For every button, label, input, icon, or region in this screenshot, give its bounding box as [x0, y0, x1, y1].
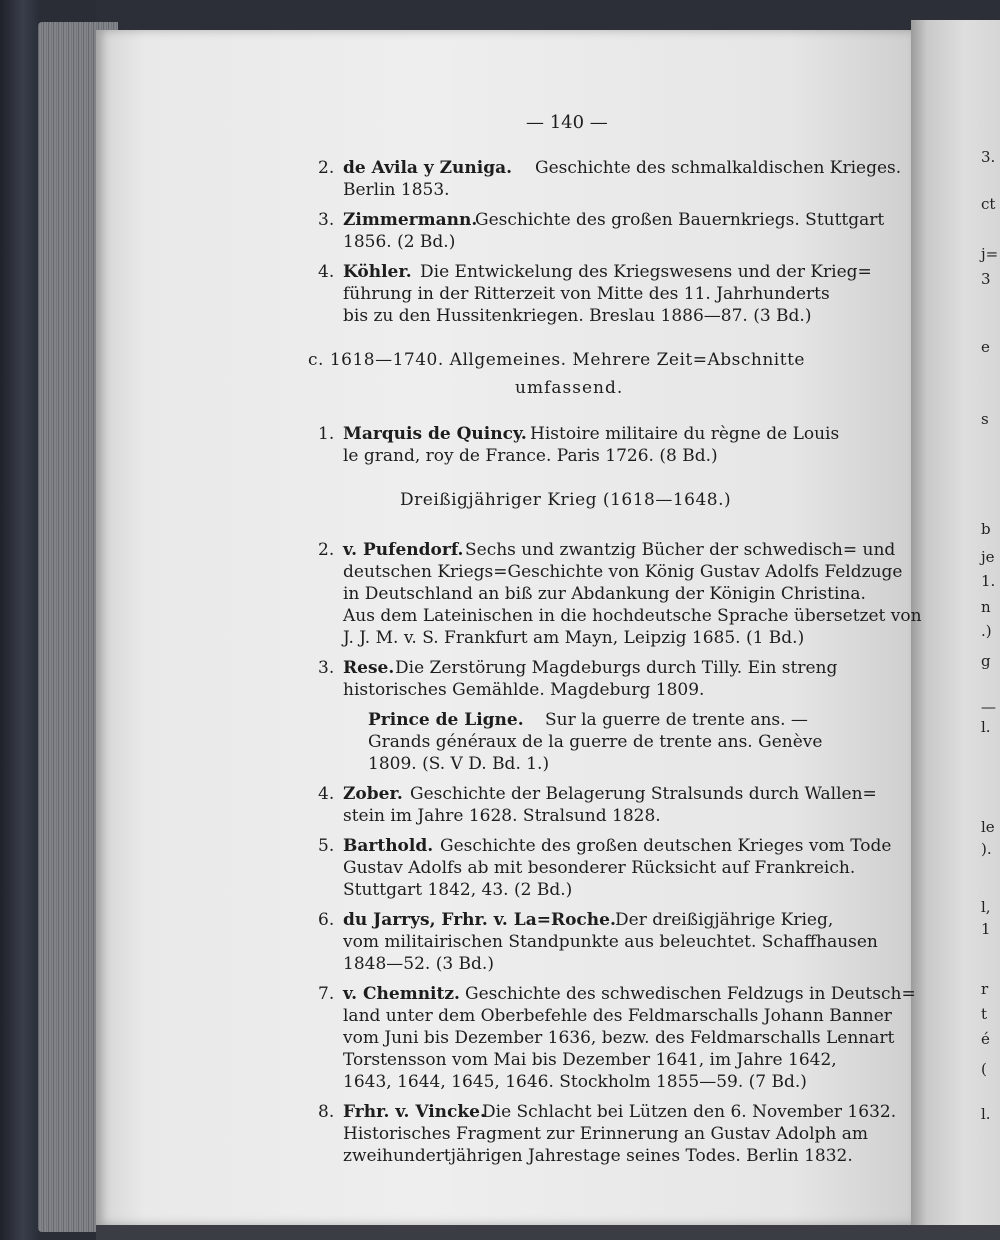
entry-text: in Deutschland an biß zur Abdankung der Königin Christina. — [343, 584, 866, 604]
entry-number: 6. — [318, 910, 335, 930]
entry-author: de Avila y Zuniga. — [343, 158, 513, 178]
section-heading-cont: umfassend. — [515, 378, 624, 398]
entry-author: du Jarrys, Frhr. v. La=Roche. — [343, 910, 616, 930]
facing-page-fragment: je — [981, 548, 995, 566]
entry-number: 3. — [318, 210, 335, 230]
facing-page-fragment: r — [981, 980, 989, 998]
entry-text: Die Schlacht bei Lützen den 6. November 1632. — [482, 1102, 897, 1122]
entry-text: Aus dem Lateinischen in die hochdeutsche Sprache übersetzet von — [343, 606, 922, 626]
facing-page-fragment: l. — [981, 718, 991, 736]
page-number: — 140 — — [526, 112, 608, 133]
entry-author: Barthold. — [343, 836, 434, 856]
entry-text: 1643, 1644, 1645, 1646. Stockholm 1855—59. (7 Bd.) — [343, 1072, 807, 1092]
facing-page-fragment: 1 — [981, 920, 991, 938]
entry-text: Geschichte des schmalkaldischen Krieges. — [535, 158, 902, 178]
entry-text: Sechs und zwantzig Bücher der schwedisch= und — [465, 540, 896, 560]
entry-text: stein im Jahre 1628. Stralsund 1828. — [343, 806, 661, 826]
entry-number: 4. — [318, 262, 335, 282]
facing-page-fragment: l. — [981, 1105, 991, 1123]
entry-text: Berlin 1853. — [343, 180, 450, 200]
entry-author: Rese. — [343, 658, 395, 678]
entry-number: 2. — [318, 158, 335, 178]
entry-text: deutschen Kriegs=Geschichte von König Gustav Adolfs Feldzuge — [343, 562, 903, 582]
facing-page-fragment: b — [981, 520, 991, 538]
facing-page-fragment: l, — [981, 898, 991, 916]
entry-text: Stuttgart 1842, 43. (2 Bd.) — [343, 880, 573, 900]
facing-page-fragment: s — [981, 410, 989, 428]
facing-page-fragment: e — [981, 338, 990, 356]
subsection-heading: Dreißigjähriger Krieg (1618—1648.) — [400, 490, 732, 510]
entry-text: führung in der Ritterzeit von Mitte des 11. Jahrhunderts — [343, 284, 830, 304]
entry-text: Grands généraux de la guerre de trente ans. Genève — [368, 732, 823, 752]
facing-page-fragment: le — [981, 818, 995, 836]
entry-author: Köhler. — [343, 262, 412, 282]
facing-page-fragment: ct — [981, 195, 996, 213]
entry-number: 2. — [318, 540, 335, 560]
entry-number: 5. — [318, 836, 335, 856]
entry-number: 4. — [318, 784, 335, 804]
entry-text: zweihundertjährigen Jahrestage seines Todes. Berlin 1832. — [343, 1146, 853, 1166]
facing-page-fragment: ( — [981, 1060, 987, 1078]
facing-page-fragment: 3. — [981, 148, 996, 166]
entry-author: v. Pufendorf. — [343, 540, 464, 560]
facing-page-fragment: g — [981, 652, 991, 670]
entry-text: le grand, roy de France. Paris 1726. (8 Bd.) — [343, 446, 718, 466]
entry-text: Torstensson vom Mai bis Dezember 1641, im Jahre 1642, — [343, 1050, 837, 1070]
entry-text: vom Juni bis Dezember 1636, bezw. des Feldmarschalls Lennart — [343, 1028, 895, 1048]
entry-text: Histoire militaire du règne de Louis — [530, 424, 840, 444]
facing-page-fragment: t — [981, 1005, 988, 1023]
entry-number: 3. — [318, 658, 335, 678]
entry-text: Geschichte des großen Bauernkriegs. Stuttgart — [475, 210, 885, 230]
entry-author: Frhr. v. Vincke. — [343, 1102, 486, 1122]
entry-text: Geschichte des großen deutschen Krieges vom Tode — [440, 836, 892, 856]
facing-page-fragment: ). — [981, 840, 992, 858]
entry-text: 1848—52. (3 Bd.) — [343, 954, 494, 974]
entry-text: J. J. M. v. S. Frankfurt am Mayn, Leipzig 1685. (1 Bd.) — [343, 628, 805, 648]
facing-page-fragment: j= — [981, 245, 999, 263]
entry-text: historisches Gemählde. Magdeburg 1809. — [343, 680, 705, 700]
entry-number: 7. — [318, 984, 335, 1004]
entry-text: Die Entwickelung des Kriegswesens und der Krieg= — [420, 262, 872, 282]
entry-author: Zimmermann. — [343, 210, 478, 230]
entry-text: 1809. (S. V D. Bd. 1.) — [368, 754, 550, 774]
entry-text: Geschichte des schwedischen Feldzugs in Deutsch= — [465, 984, 916, 1004]
facing-page-fragment: 3 — [981, 270, 991, 288]
facing-page-fragment: .) — [981, 622, 992, 640]
entry-author: Zober. — [343, 784, 403, 804]
entry-text: Sur la guerre de trente ans. — — [545, 710, 808, 730]
entry-text: Der dreißigjährige Krieg, — [615, 910, 834, 930]
entry-text: 1856. (2 Bd.) — [343, 232, 456, 252]
facing-page-fragment: — — [981, 698, 996, 716]
entry-text: vom militairischen Standpunkte aus beleuchtet. Schaffhausen — [343, 932, 878, 952]
section-heading: c. 1618—1740. Allgemeines. Mehrere Zeit=Abschnitte — [308, 350, 805, 370]
entry-number: 1. — [318, 424, 335, 444]
entry-text: Die Zerstörung Magdeburgs durch Tilly. Ein streng — [395, 658, 838, 678]
entry-text: bis zu den Hussitenkriegen. Breslau 1886—87. (3 Bd.) — [343, 306, 812, 326]
entry-text: Historisches Fragment zur Erinnerung an Gustav Adolph am — [343, 1124, 869, 1144]
facing-page-fragment: é — [981, 1030, 990, 1048]
entry-author: Marquis de Quincy. — [343, 424, 527, 444]
entry-number: 8. — [318, 1102, 335, 1122]
entry-author: v. Chemnitz. — [343, 984, 460, 1004]
entry-text: Gustav Adolfs ab mit besonderer Rücksicht auf Frankreich. — [343, 858, 856, 878]
entry-author: Prince de Ligne. — [368, 710, 524, 730]
entry-text: Geschichte der Belagerung Stralsunds durch Wallen= — [410, 784, 877, 804]
facing-page-fragment: 1. — [981, 572, 996, 590]
entry-text: land unter dem Oberbefehle des Feldmarschalls Johann Banner — [343, 1006, 892, 1026]
facing-page-fragment: n — [981, 598, 991, 616]
